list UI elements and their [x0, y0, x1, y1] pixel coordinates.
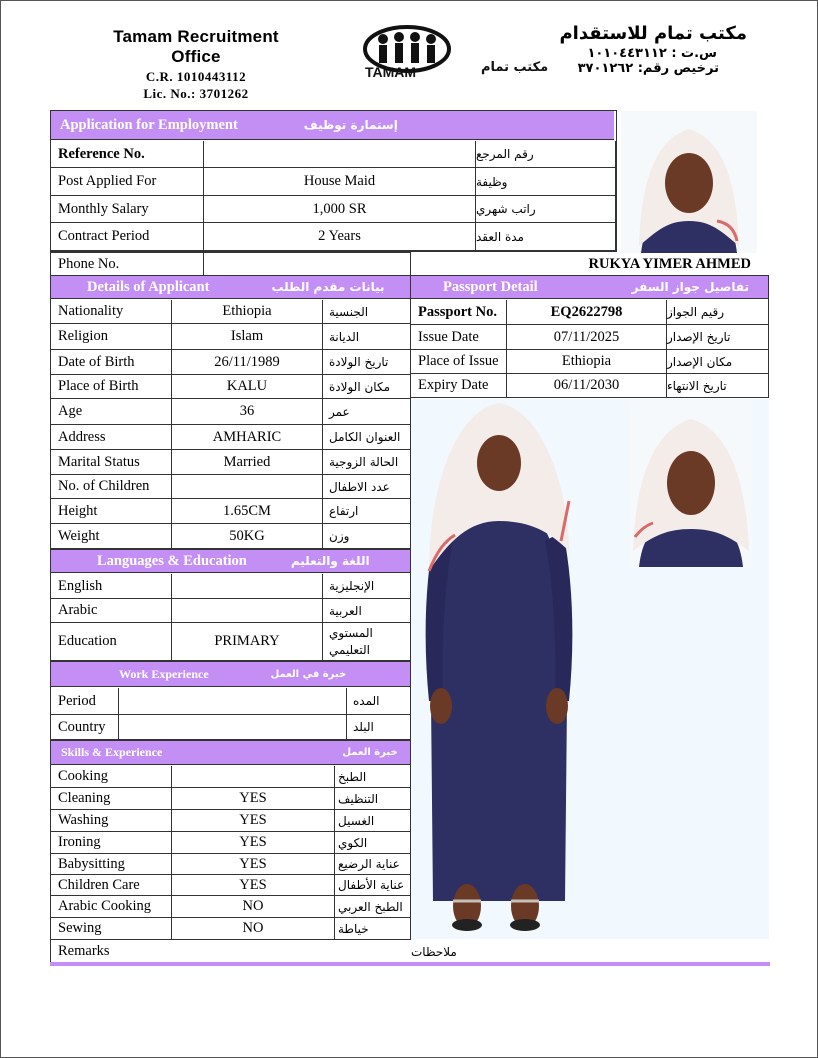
languages-band: [51, 550, 410, 573]
work-title-en: Work Experience: [119, 666, 209, 681]
education-label-ar-line1: المستوي: [329, 625, 373, 640]
contract-value: 2 Years: [204, 223, 476, 251]
children-value: [172, 475, 323, 499]
washing-value: YES: [172, 810, 335, 832]
babysitting-value: YES: [172, 854, 335, 875]
age-label: Age: [51, 399, 172, 425]
washing-label-ar: الغسيل: [335, 810, 411, 832]
tamam-logo: [361, 23, 549, 81]
expiry-date-label: Expiry Date: [411, 374, 507, 398]
cr-number-ar: س.ت : ١٠١٠٤٤٣١١٢: [587, 46, 717, 61]
expiry-date-label-ar: تاريخ الانتهاء: [667, 374, 769, 398]
education-label: Education: [51, 623, 172, 661]
arabic-value: [172, 599, 323, 623]
height-label: Height: [51, 499, 172, 524]
post-value: House Maid: [204, 168, 476, 196]
place-issue-label: Place of Issue: [411, 350, 507, 374]
pob-value: KALU: [172, 375, 323, 399]
height-value: 1.65CM: [172, 499, 323, 524]
arabic-cooking-value: NO: [172, 896, 335, 918]
age-value: 36: [172, 399, 323, 425]
education-label-ar: [323, 623, 411, 661]
weight-label-ar: وزن: [323, 524, 411, 549]
logo-text-en: TAMAM: [365, 64, 417, 80]
children-care-label-ar: عناية الأطفال: [335, 875, 411, 896]
passport-title-en: Passport Detail: [443, 278, 538, 295]
nationality-label: Nationality: [51, 300, 172, 324]
passport-no-label-ar: رقيم الجواز: [667, 300, 769, 325]
address-value: AMHARIC: [172, 425, 323, 450]
salary-label: Monthly Salary: [51, 196, 204, 223]
applicant-name: RUKYA YIMER AHMED: [588, 256, 751, 272]
office-name-ar: مكتب تمام للاستقدام: [559, 23, 747, 44]
applicant-full-body-photo: [419, 401, 579, 936]
weight-label: Weight: [51, 524, 172, 549]
work-title-ar: خبرة في العمل: [270, 668, 347, 680]
babysitting-label: Babysitting: [51, 854, 172, 875]
passport-no-value: EQ2622798: [507, 300, 667, 325]
license-number: Lic. No.: 3701262: [143, 86, 249, 101]
country-value: [119, 715, 347, 740]
application-band: [51, 111, 614, 140]
weight-value: 50KG: [172, 524, 323, 549]
skills-title-en: Skills & Experience: [61, 745, 163, 759]
pob-label: Place of Birth: [51, 375, 172, 399]
education-value: PRIMARY: [172, 623, 323, 661]
country-label-ar: البلد: [347, 715, 411, 740]
cleaning-label-ar: التنظيف: [335, 788, 411, 810]
remarks-label-ar: ملاحظات: [411, 944, 457, 959]
place-issue-value: Ethiopia: [507, 350, 667, 374]
arabic-cooking-label: Arabic Cooking: [51, 896, 172, 918]
marital-label: Marital Status: [51, 450, 172, 475]
issue-date-value: 07/11/2025: [507, 325, 667, 350]
cleaning-value: YES: [172, 788, 335, 810]
marital-value: Married: [172, 450, 323, 475]
country-label: Country: [51, 715, 119, 740]
header-english-block: [93, 27, 299, 102]
dob-label: Date of Birth: [51, 350, 172, 375]
education-label-ar-line2: التعليمي: [329, 642, 370, 657]
cooking-value: [172, 766, 335, 788]
children-care-label: Children Care: [51, 875, 172, 896]
passport-band: [411, 276, 768, 299]
post-label: Post Applied For: [51, 168, 204, 196]
arabic-label-ar: العربية: [323, 599, 411, 623]
period-value: [119, 688, 347, 715]
pob-label-ar: مكان الولادة: [323, 375, 411, 399]
age-label-ar: عمر: [323, 399, 411, 425]
english-label: English: [51, 574, 172, 599]
license-number-ar: ترخيص رقم: ٣٧٠١٢٦٢: [577, 61, 719, 76]
phone-value: [204, 253, 411, 276]
header-arabic-block: [541, 23, 747, 76]
english-value: [172, 574, 323, 599]
ironing-label: Ironing: [51, 832, 172, 854]
applicant-passport-photo: [629, 401, 753, 567]
children-label: No. of Children: [51, 475, 172, 499]
application-title-en: Application for Employment: [60, 116, 238, 133]
nationality-value: Ethiopia: [172, 300, 323, 324]
dob-value: 26/11/1989: [172, 350, 323, 375]
skills-title-ar: خبرة العمل: [342, 747, 398, 758]
salary-label-ar: راتب شهري: [476, 196, 616, 223]
expiry-date-value: 06/11/2030: [507, 374, 667, 398]
sewing-value: NO: [172, 918, 335, 940]
salary-value: 1,000 SR: [204, 196, 476, 223]
skills-band: [51, 741, 410, 765]
remarks-label: Remarks: [58, 943, 110, 959]
place-issue-label-ar: مكان الإصدار: [667, 350, 769, 374]
address-label: Address: [51, 425, 172, 450]
remarks-underline: [50, 962, 770, 966]
religion-value: Islam: [172, 324, 323, 350]
sewing-label: Sewing: [51, 918, 172, 940]
phone-label: Phone No.: [51, 253, 204, 276]
washing-label: Washing: [51, 810, 172, 832]
height-label-ar: ارتفاع: [323, 499, 411, 524]
applicant-title-ar: بيانات مقدم الطلب: [271, 280, 385, 294]
cooking-label: Cooking: [51, 766, 172, 788]
ref-label-ar: رقم المرجع: [476, 141, 616, 168]
period-label-ar: المده: [347, 688, 411, 715]
marital-label-ar: الحالة الزوجية: [323, 450, 411, 475]
logo-text-ar: مكتب تمام: [481, 60, 549, 75]
english-label-ar: الإنجليزية: [323, 574, 411, 599]
contract-label-ar: مدة العقد: [476, 223, 616, 251]
passport-no-label: Passport No.: [411, 300, 507, 325]
passport-photo-figure: [629, 401, 753, 567]
office-name-en: Tamam Recruitment Office: [113, 27, 279, 66]
contract-label: Contract Period: [51, 223, 204, 251]
ironing-value: YES: [172, 832, 335, 854]
passport-title-ar: تفاصيل جواز السفر: [631, 280, 749, 294]
sewing-label-ar: خياطة: [335, 918, 411, 940]
post-label-ar: وظيفة: [476, 168, 616, 196]
languages-title-ar: اللغة والتعليم: [290, 554, 370, 568]
babysitting-label-ar: عناية الرضيع: [335, 854, 411, 875]
languages-title-en: Languages & Education: [97, 552, 247, 569]
children-label-ar: عدد الاطفال: [323, 475, 411, 499]
cleaning-label: Cleaning: [51, 788, 172, 810]
head-photo-figure: [621, 111, 757, 253]
applicant-title-en: Details of Applicant: [87, 278, 210, 295]
full-body-figure: [419, 401, 579, 936]
religion-label: Religion: [51, 324, 172, 350]
children-care-value: YES: [172, 875, 335, 896]
ref-label: Reference No.: [51, 141, 204, 168]
nationality-label-ar: الجنسية: [323, 300, 411, 324]
issue-date-label-ar: تاريخ الإصدار: [667, 325, 769, 350]
religion-label-ar: الديانة: [323, 324, 411, 350]
address-label-ar: العنوان الكامل: [323, 425, 411, 450]
period-label: Period: [51, 688, 119, 715]
application-title-ar: إستمارة توظيف: [303, 118, 398, 132]
arabic-cooking-label-ar: الطبخ العربي: [335, 896, 411, 918]
arabic-label: Arabic: [51, 599, 172, 623]
work-band: [51, 662, 410, 687]
dob-label-ar: تاريخ الولادة: [323, 350, 411, 375]
cooking-label-ar: الطبخ: [335, 766, 411, 788]
applicant-head-photo: [621, 111, 757, 253]
issue-date-label: Issue Date: [411, 325, 507, 350]
cr-number: C.R. 1010443112: [145, 69, 247, 84]
applicant-band: [51, 276, 410, 299]
ref-value: [204, 141, 476, 168]
ironing-label-ar: الكوي: [335, 832, 411, 854]
